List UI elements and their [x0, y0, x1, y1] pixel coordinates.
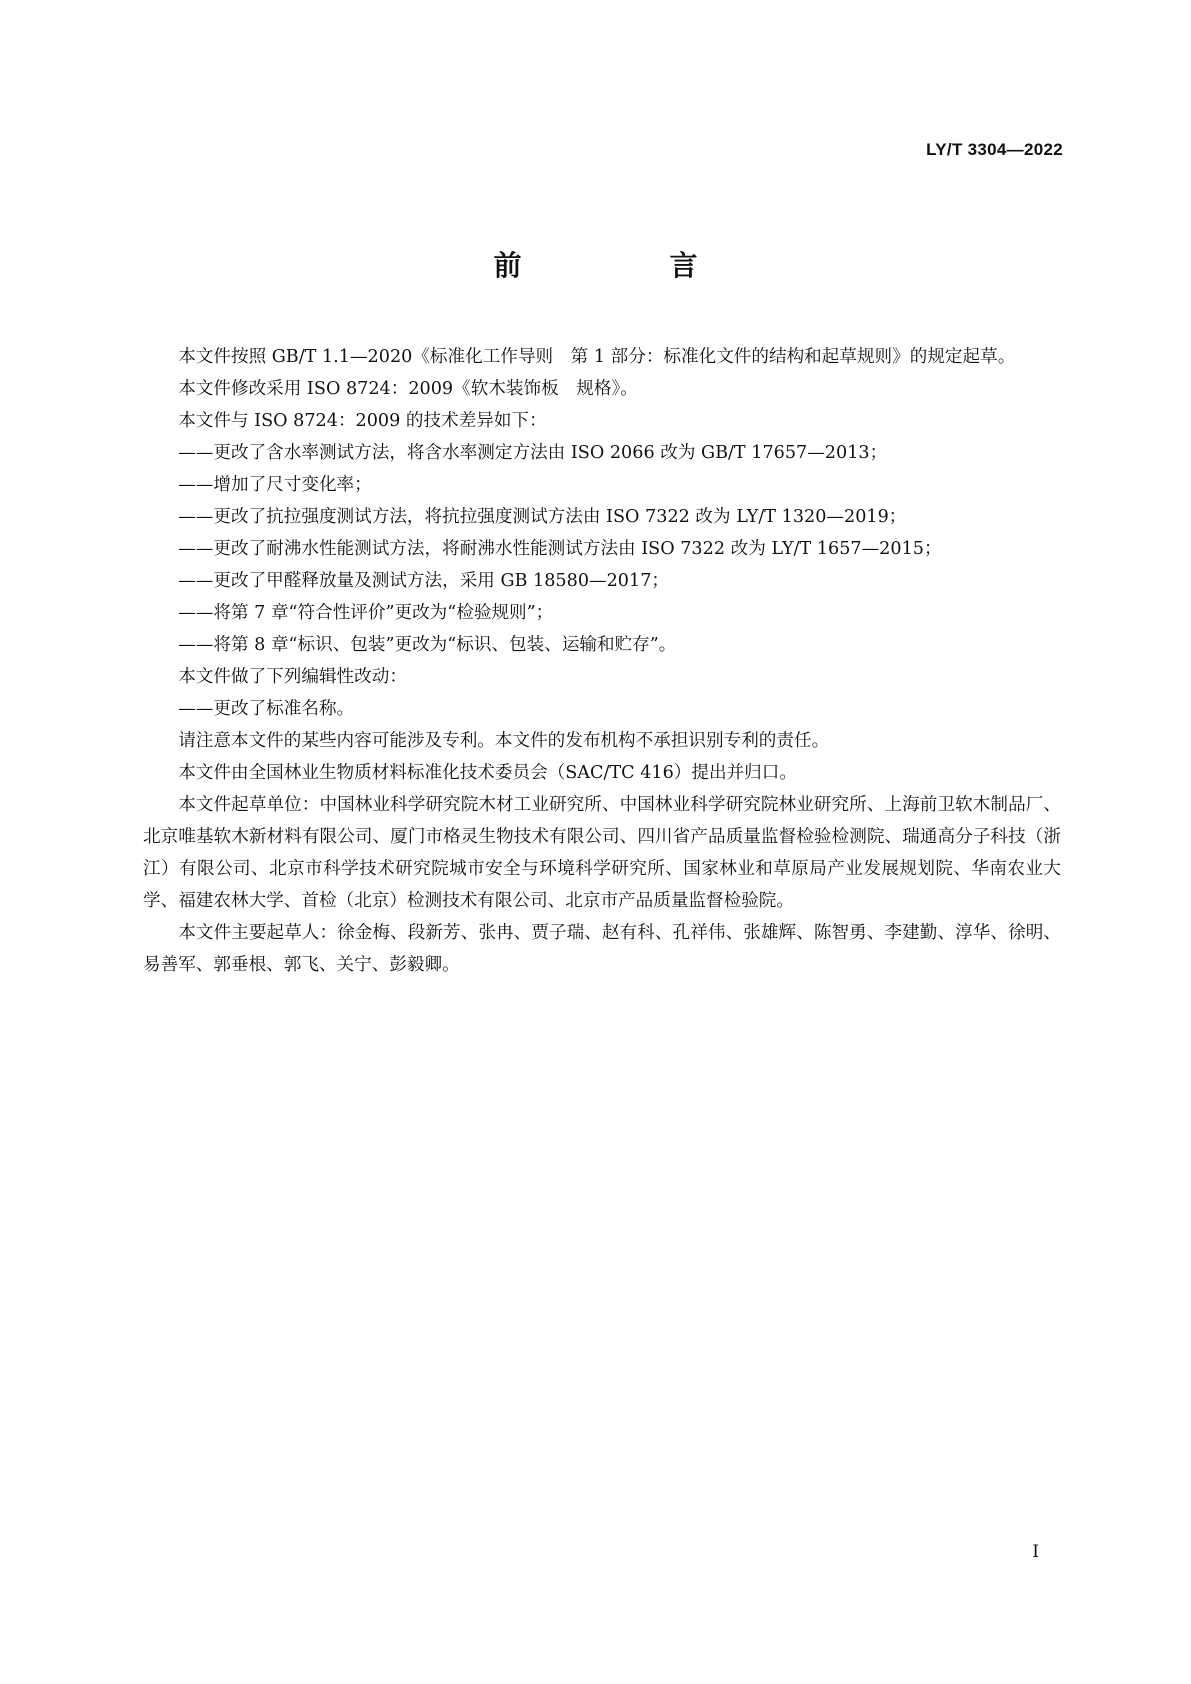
paragraph-committee: 本文件由全国林业生物质材料标准化技术委员会（SAC/TC 416）提出并归口。	[178, 763, 797, 783]
paragraph-patent-notice: 请注意本文件的某些内容可能涉及专利。本文件的发布机构不承担识别专利的责任。	[178, 731, 830, 751]
page-number: I	[1032, 1542, 1039, 1562]
list-item: ——更改了耐沸水性能测试方法，将耐沸水性能测试方法由 ISO 7322 改为 LY/T 1657—2015；	[178, 539, 942, 559]
list-item: ——将第 7 章“符合性评价”更改为“检验规则”；	[178, 603, 554, 623]
paragraph-editorial-intro: 本文件做了下列编辑性改动：	[178, 667, 407, 687]
paragraph-drafters: 本文件主要起草人：徐金梅、段新芳、张冉、贾子瑞、赵有科、孔祥伟、张雄辉、陈智勇、李建勤、淳华、徐明、易善军、郭垂根、郭飞、关宁、彭毅卿。	[143, 923, 1061, 975]
list-item: ——增加了尺寸变化率；	[178, 475, 372, 495]
page-title: 前 言	[493, 249, 758, 282]
list-item: ——更改了标准名称。	[178, 699, 355, 719]
paragraph-drafting-units: 本文件起草单位：中国林业科学研究院木材工业研究所、中国林业科学研究院林业研究所、上海前卫软木制品厂、北京唯基软木新材料有限公司、厦门市格灵生物技术有限公司、四川省产品质量监督检验检测院、瑞通高分子科技（浙江）有限公司、北京市科学技术研究院城市安全与环境科学研究所、国家林业和草原局产业发展规划院、华南农业大学、福建农林大学、首检（北京）检测技术有限公司、北京市产品质量监督检验院。	[143, 795, 1061, 911]
list-item: ——将第 8 章“标识、包装”更改为“标识、包装、运输和贮存”。	[178, 635, 677, 655]
preface-body	[143, 341, 1061, 981]
paragraph-drafting-rules: 本文件按照 GB/T 1.1—2020《标准化工作导则 第 1 部分：标准化文件的结构和起草规则》的规定起草。	[178, 347, 1016, 367]
list-item: ——更改了抗拉强度测试方法，将抗拉强度测试方法由 ISO 7322 改为 LY/T 1320—2019；	[178, 507, 907, 527]
paragraph-adoption: 本文件修改采用 ISO 8724：2009《软木装饰板 规格》。	[178, 379, 638, 399]
list-item: ——更改了含水率测试方法，将含水率测定方法由 ISO 2066 改为 GB/T 17657—2013；	[178, 443, 888, 463]
paragraph-differences-intro: 本文件与 ISO 8724：2009 的技术差异如下：	[178, 411, 547, 431]
list-item: ——更改了甲醛释放量及测试方法，采用 GB 18580—2017；	[178, 571, 669, 591]
standard-code: LY/T 3304—2022	[926, 140, 1063, 159]
